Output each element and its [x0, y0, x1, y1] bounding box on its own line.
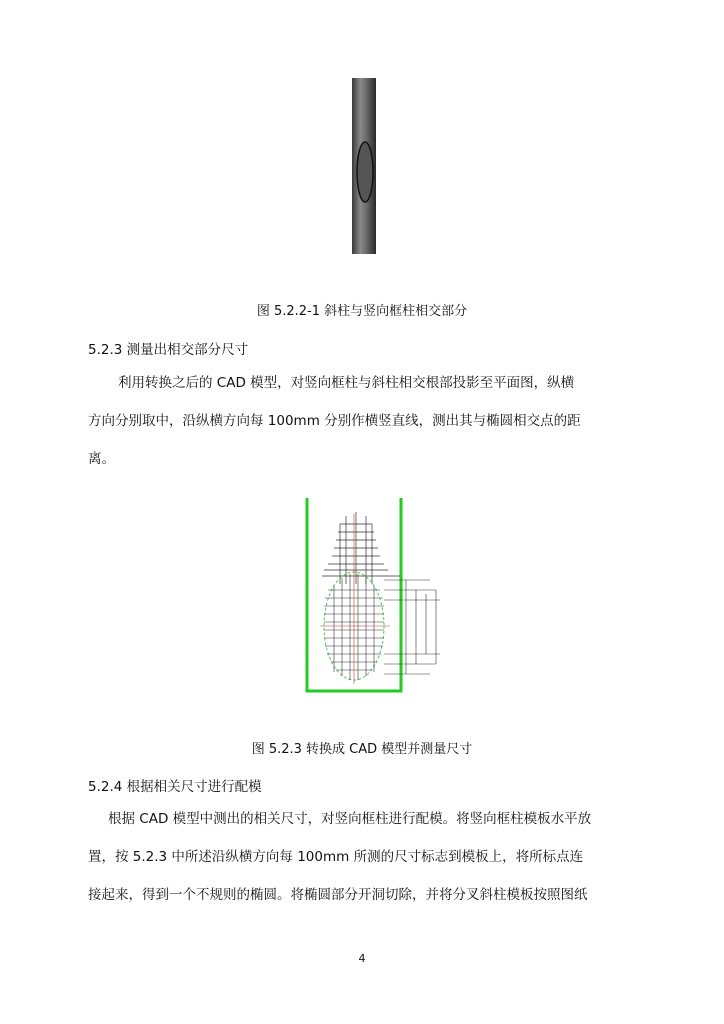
paragraph-line: 接起来，得到一个不规则的椭圆。将椭圆部分开洞切除，并将分叉斜柱模板按照图纸: [88, 887, 588, 903]
upper-dimension-lines: [322, 512, 400, 584]
section-523-paragraph: [88, 364, 636, 478]
paragraph-line: 利用转换之后的 CAD 模型，对竖向框柱与斜柱相交根部投影至平面图，纵横: [118, 375, 575, 391]
paragraph-line: 方向分别取中，沿纵横方向每 100mm 分别作横竖直线，测出其与椭圆相交点的距: [88, 413, 581, 429]
paragraph-line: 离。: [88, 451, 115, 467]
section-524-paragraph: [88, 800, 636, 914]
page-number: 4: [358, 952, 366, 965]
paragraph-line: 置，按 5.2.3 中所述沿纵横方向每 100mm 所测的尺寸标志到模板上，将所标点连: [88, 849, 584, 865]
paragraph-line: 根据 CAD 模型中测出的相关尺寸，对竖向框柱进行配模。将竖向框柱模板水平放: [108, 811, 592, 827]
section-523-heading: 5.2.3 测量出相交部分尺寸: [88, 342, 249, 358]
right-dimension-lines: [384, 580, 440, 674]
cad-drawing-svg: [300, 494, 445, 694]
section-524-heading: 5.2.4 根据相关尺寸进行配模: [88, 779, 262, 795]
column-render-svg: [350, 78, 378, 254]
figure2-caption: 图 5.2.3 转换成 CAD 模型并测量尺寸: [251, 742, 473, 757]
figure-cad-drawing: [300, 494, 445, 694]
figure1-caption: 图 5.2.2-1 斜柱与竖向框柱相交部分: [256, 304, 468, 319]
intersection-ellipse: [357, 142, 373, 202]
figure-column-render: [350, 78, 378, 254]
